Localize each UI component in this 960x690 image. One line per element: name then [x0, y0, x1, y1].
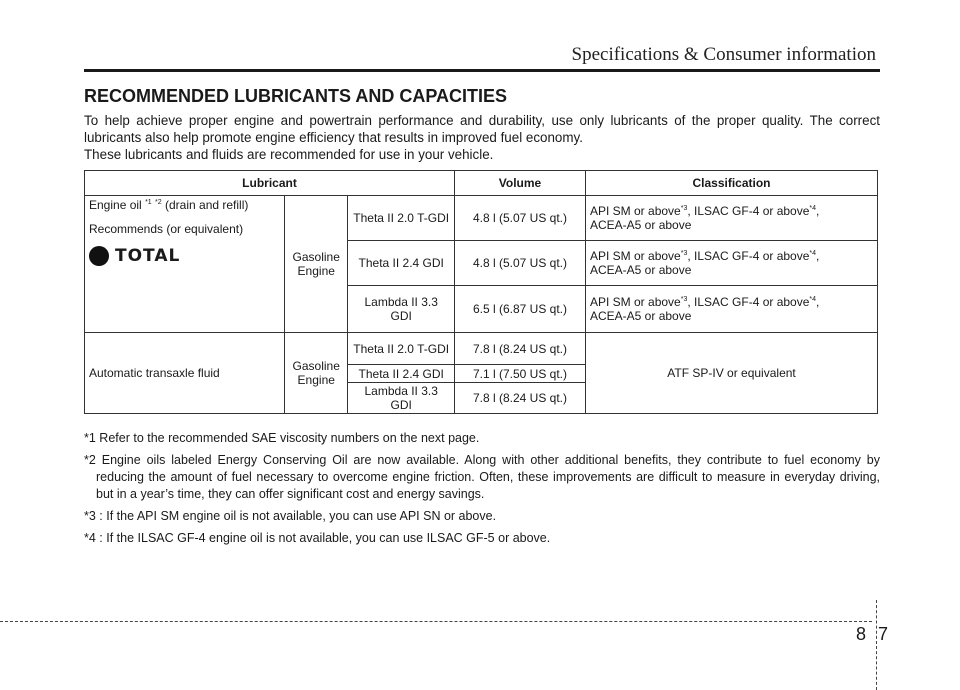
class-api: API SM or above — [590, 295, 681, 309]
page-number-value: 7 — [878, 624, 889, 644]
total-logo-text: TOTAL — [115, 246, 181, 266]
engine-oil-cell — [85, 196, 285, 333]
footnotes — [84, 430, 880, 552]
header-volume: Volume — [455, 171, 586, 196]
section-title: RECOMMENDED LUBRICANTS AND CAPACITIES — [84, 86, 507, 106]
footnote-text: : If the API SM engine oil is not available, you can use API SN or above. — [95, 509, 497, 523]
table-row — [85, 333, 878, 365]
header-classification: Classification — [586, 171, 878, 196]
oil-volume: 4.8 l (5.07 US qt.) — [455, 241, 586, 286]
engine-name: Theta II 2.4 GDI — [348, 241, 455, 286]
oil-volume: 6.5 l (6.87 US qt.) — [455, 286, 586, 333]
footnote-text: : If the ILSAC GF-4 engine oil is not available, you can use ILSAC GF-5 or above. — [95, 531, 551, 545]
footnote-mark: *4 — [84, 531, 96, 545]
transaxle-classification: ATF SP-IV or equivalent — [586, 333, 878, 414]
class-ilsac: , ILSAC GF-4 or above — [687, 204, 810, 218]
class-sep: , — [816, 204, 820, 218]
class-ilsac: , ILSAC GF-4 or above — [687, 295, 810, 309]
oil-classification — [586, 196, 878, 241]
total-logo-icon — [89, 246, 109, 266]
footnote-ref-1: *1 — [145, 199, 152, 206]
header-lubricant: Lubricant — [85, 171, 455, 196]
engine-name: Theta II 2.0 T-GDI — [348, 333, 455, 365]
class-acea: ACEA-A5 or above — [590, 263, 692, 277]
class-acea: ACEA-A5 or above — [590, 309, 692, 323]
engine-name: Lambda II 3.3 GDI — [348, 286, 455, 333]
header-rule — [84, 69, 880, 72]
class-ilsac: , ILSAC GF-4 or above — [687, 249, 810, 263]
oil-classification — [586, 241, 878, 286]
class-api: API SM or above — [590, 249, 681, 263]
lubricants-table — [84, 170, 878, 414]
footnote — [84, 508, 880, 525]
transaxle-group: Gasoline Engine — [285, 333, 348, 414]
table-header-row — [85, 171, 878, 196]
footnote-ref-4: *4 — [809, 296, 817, 303]
engine-oil-label-suffix: (drain and refill) — [165, 198, 249, 212]
chapter-number: 8 — [856, 624, 867, 644]
header-section-title: Specifications & Consumer information — [571, 44, 876, 65]
footnote-ref-3: *3 — [680, 296, 688, 303]
engine-name: Theta II 2.4 GDI — [348, 365, 455, 383]
fluid-volume: 7.8 l (8.24 US qt.) — [455, 383, 586, 414]
transaxle-label: Automatic transaxle fluid — [85, 333, 285, 414]
footnote — [84, 430, 880, 447]
footnote — [84, 530, 880, 547]
engine-name: Lambda II 3.3 GDI — [348, 383, 455, 414]
footnote-mark: *1 — [84, 431, 96, 445]
intro-paragraph: To help achieve proper engine and powertrain performance and durability, use only lubricants of the proper quality. The correct lubricants also help promote engine efficiency that results in improved fuel economy. — [84, 113, 880, 145]
page-number — [850, 624, 894, 645]
footnote-mark: *2 — [84, 453, 96, 467]
class-sep: , — [816, 249, 820, 263]
footnote-ref-3: *3 — [680, 205, 688, 212]
engine-oil-group: Gasoline Engine — [285, 196, 348, 333]
oil-volume: 4.8 l (5.07 US qt.) — [455, 196, 586, 241]
class-sep: , — [816, 295, 820, 309]
fluid-volume: 7.8 l (8.24 US qt.) — [455, 333, 586, 365]
footnote-ref-4: *4 — [809, 205, 817, 212]
footnote-text: Refer to the recommended SAE viscosity numbers on the next page. — [95, 431, 480, 445]
footnote-ref-3: *3 — [680, 250, 688, 257]
footer-rule — [0, 621, 872, 622]
footnote-text: Engine oils labeled Energy Conserving Oil are now available. Along with other additional benefits, they contribute to fuel economy by reducing the amount of fuel necessary to overcome engine friction. Often, these improvements are difficult to measure in everyday driving, but in a year’s time, they can offer significant cost and energy savings. — [95, 453, 880, 501]
fluid-volume: 7.1 l (7.50 US qt.) — [455, 365, 586, 383]
class-acea: ACEA-A5 or above — [590, 218, 692, 232]
class-api: API SM or above — [590, 204, 681, 218]
table-row — [85, 196, 878, 241]
footnote-mark: *3 — [84, 509, 96, 523]
oil-classification — [586, 286, 878, 333]
recommends-label: Recommends (or equivalent) — [89, 222, 244, 236]
footer-divider — [876, 600, 877, 690]
footnote-ref-4: *4 — [809, 250, 817, 257]
intro-paragraph-2: These lubricants and fluids are recommended for use in your vehicle. — [84, 147, 494, 162]
footnote — [84, 452, 880, 503]
total-logo — [89, 246, 280, 266]
footnote-ref-2: *2 — [155, 199, 162, 206]
engine-name: Theta II 2.0 T-GDI — [348, 196, 455, 241]
engine-oil-label: Engine oil — [89, 198, 142, 212]
